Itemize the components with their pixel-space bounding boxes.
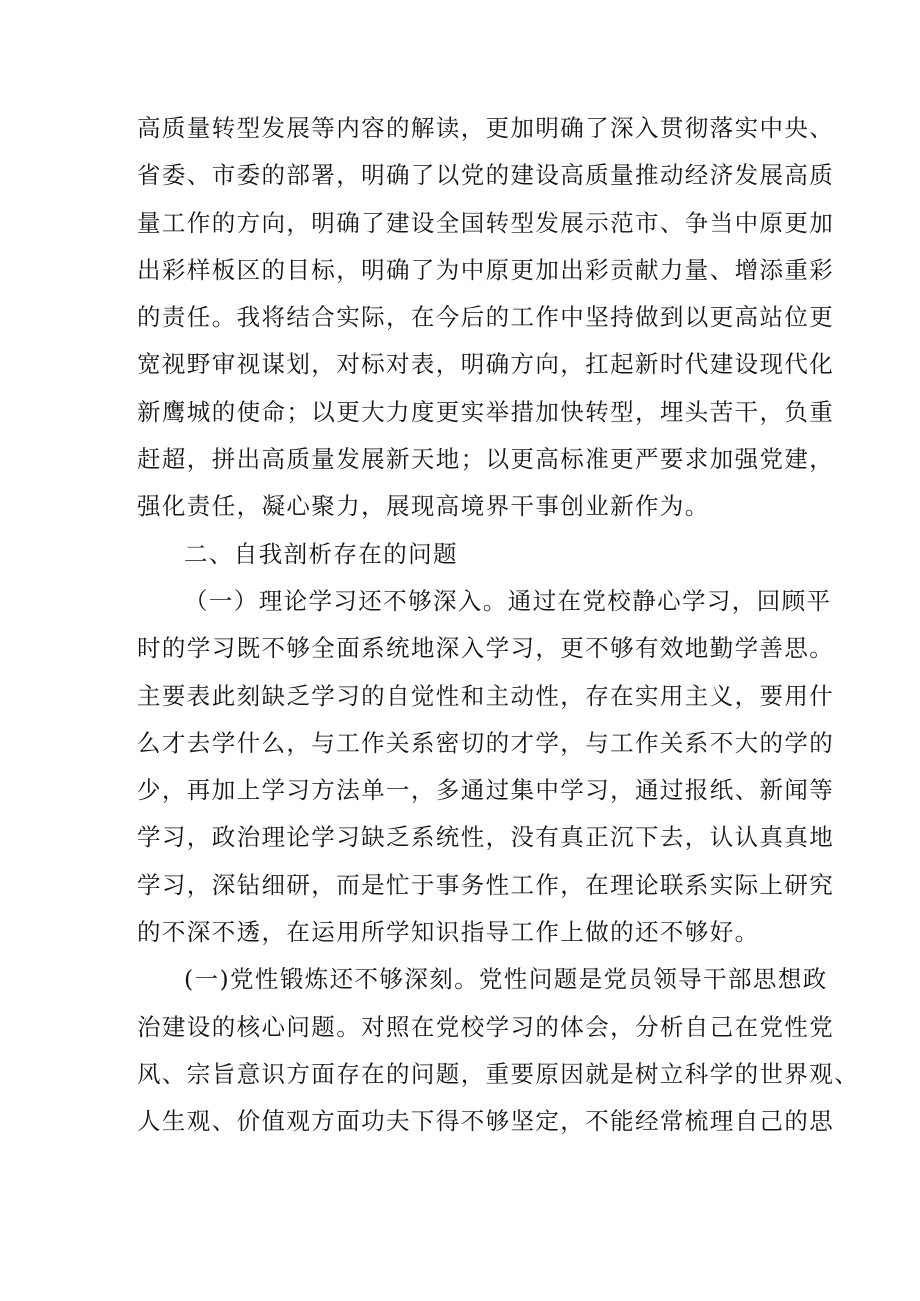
paragraph-line: 么才去学什么，与工作关系密切的才学，与工作关系不大的学的 <box>137 728 835 757</box>
paragraph-line: 赶超，拼出高质量发展新天地；以更高标准更严要求加强党建， <box>137 445 835 474</box>
paragraph-line: （一）理论学习还不够深入。通过在党校静心学习，回顾平 <box>184 586 832 615</box>
section-heading: 二、自我剖析存在的问题 <box>184 539 458 568</box>
paragraph-line: 风、宗旨意识方面存在的问题，重要原因就是树立科学的世界观、 <box>137 1059 860 1088</box>
paragraph-line: 高质量转型发展等内容的解读，更加明确了深入贯彻落实中央、 <box>137 114 835 142</box>
paragraph-line: 的责任。我将结合实际，在今后的工作中坚持做到以更高站位更 <box>137 303 835 332</box>
paragraph-line: 学习，深钻细研，而是忙于事务性工作，在理论联系实际上研究 <box>137 870 835 899</box>
document-body <box>137 105 860 1146</box>
paragraph-line: 省委、市委的部署，明确了以党的建设高质量推动经济发展高质 <box>137 161 835 190</box>
paragraph-line: 少，再加上学习方法单一，多通过集中学习，通过报纸、新闻等 <box>137 776 835 805</box>
paragraph-line: 主要表此刻缺乏学习的自觉性和主动性，存在实用主义，要用什 <box>137 681 835 710</box>
paragraph-line: 人生观、价值观方面功夫下得不够坚定，不能经常梳理自己的思 <box>137 1107 835 1136</box>
paragraph-line: 宽视野审视谋划，对标对表，明确方向，扛起新时代建设现代化 <box>137 350 835 379</box>
paragraph-line: 学习，政治理论学习缺乏系统性，没有真正沉下去，认认真真地 <box>137 823 835 852</box>
paragraph-line: 量工作的方向，明确了建设全国转型发展示范市、争当中原更加 <box>137 208 835 237</box>
paragraph-line: 出彩样板区的目标，明确了为中原更加出彩贡献力量、增添重彩 <box>137 255 835 284</box>
paragraph-line: 时的学习既不够全面系统地深入学习，更不够有效地勤学善思。 <box>137 634 835 663</box>
paragraph-line: 新鹰城的使命；以更大力度更实举措加快转型，埋头苦干，负重 <box>137 397 835 426</box>
paragraph-line: 强化责任，凝心聚力，展现高境界干事创业新作为。 <box>137 492 710 521</box>
paragraph-line: (一)党性锻炼还不够深刻。党性问题是党员领导干部思想政 <box>184 965 828 994</box>
paragraph-line: 治建设的核心问题。对照在党校学习的体会，分析自己在党性党 <box>137 1012 835 1041</box>
paragraph-line: 的不深不透，在运用所学知识指导工作上做的还不够好。 <box>137 918 760 947</box>
